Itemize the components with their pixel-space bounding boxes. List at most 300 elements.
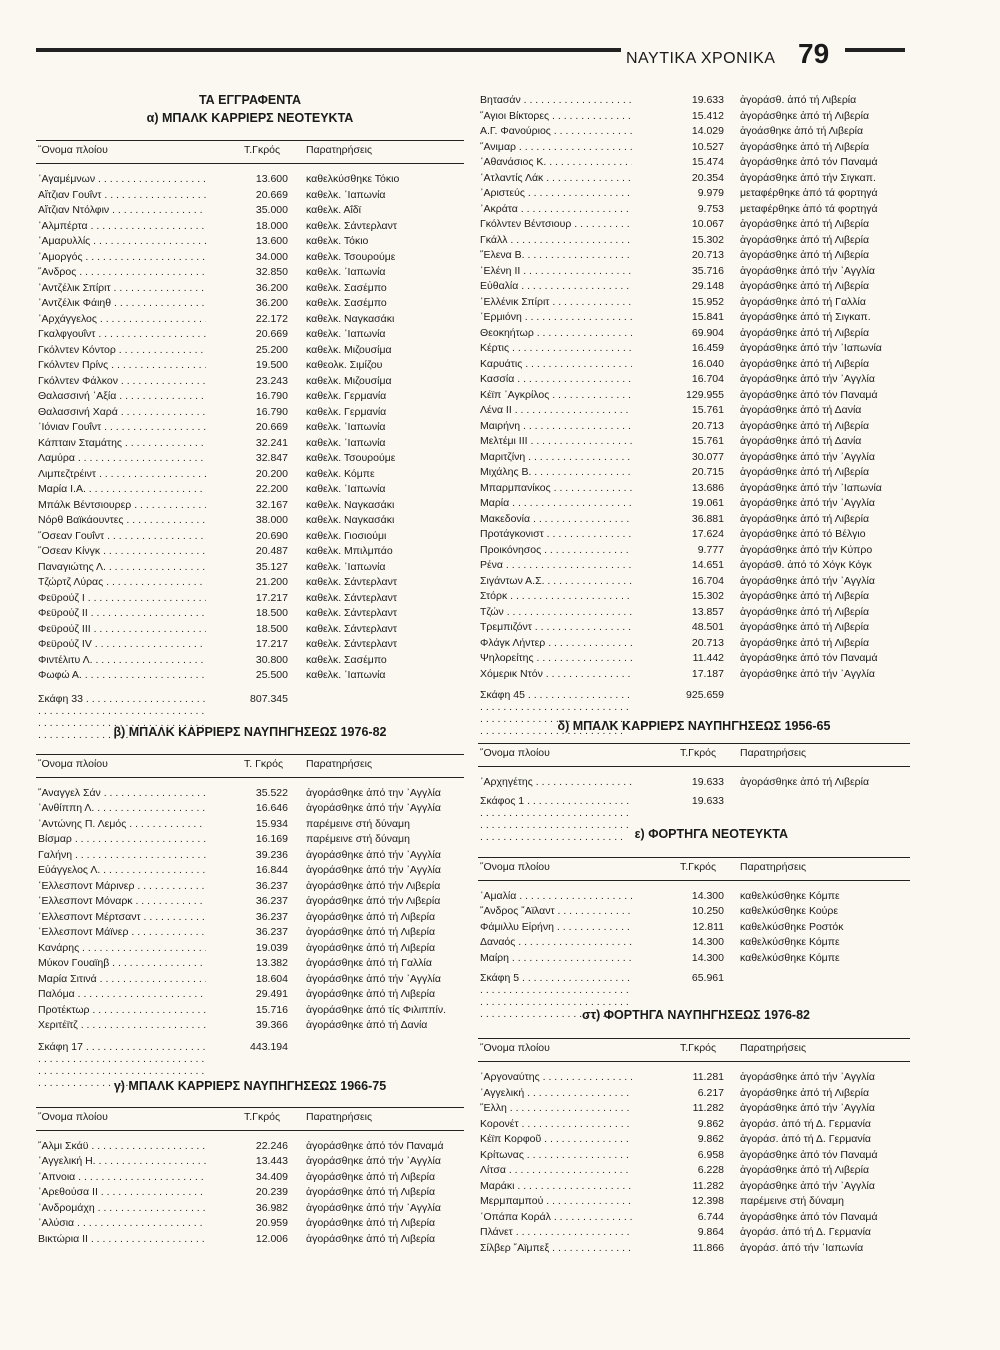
table-row (36, 499, 464, 515)
total-row (36, 1041, 464, 1057)
gross-tonnage: 16.790 (255, 405, 288, 418)
ship-name: Κέρτις . . . (480, 342, 632, 354)
gross-tonnage: 30.077 (691, 450, 724, 463)
table-row (478, 482, 910, 498)
ship-name: Κασσία . . . (480, 373, 632, 385)
header-ship-name: ῞Ονομα πλοίου (480, 1042, 550, 1054)
table-body (478, 94, 910, 683)
gross-tonnage: 13.382 (255, 957, 288, 969)
gross-tonnage: 15.952 (691, 295, 724, 308)
ship-name: ᾿Απνοια . . . (38, 1171, 206, 1183)
ship-name: Τζώρτζ Λύρας . . . (38, 576, 206, 588)
remarks: ἀγοράσθηκε ἀπό τή Λιβερία (740, 636, 870, 649)
table-row (478, 203, 910, 219)
table-row (478, 389, 910, 405)
gross-tonnage: 35.127 (255, 560, 288, 573)
remarks: ἀγοράσθηκε ἀπό τή Λιβερία (740, 419, 870, 432)
remarks: καθελκ. Κόμπε (306, 467, 375, 480)
remarks: καθελκ. Σασέμπο (306, 297, 387, 309)
remarks: ἀγοράσθηκε ἀπό τίς Φιλιππίν. (306, 1003, 447, 1016)
table-row (36, 282, 464, 298)
table-row (36, 328, 464, 344)
table-row (36, 623, 464, 639)
ship-name: Φιντέλιτυ Λ. . . . (38, 654, 206, 666)
table-row (478, 1226, 910, 1242)
gross-tonnage: 39.236 (255, 848, 288, 861)
gross-tonnage: 11.282 (692, 1179, 724, 1192)
remarks: ἀγοράσθηκε ἀπό τή Λιβερία (740, 233, 870, 246)
table-row (478, 420, 910, 436)
table-body (36, 787, 464, 1035)
ship-name: Βητασάν . . . (480, 94, 632, 106)
ship-name: Θαλασσινή ᾿Αξία . . . (38, 390, 206, 402)
remarks: ἀγοράσθηκε ἀπό τήν ᾿Αγγλία (306, 972, 441, 985)
table-row (36, 561, 464, 577)
total-row (478, 689, 910, 705)
ship-name: Γκάλλ . . . (480, 234, 632, 246)
table-row (36, 421, 464, 437)
remarks: καθελκ. Ναγκασάκι (306, 514, 395, 526)
remarks: ἀγοράσθηκε ἀπό τήν ᾿Αγγλία (740, 373, 875, 385)
remarks: καθελκ. Σάντερλαντ (306, 622, 398, 635)
ship-name: ῾Ελλεσποντ Μέρτσαντ . . . (38, 911, 206, 923)
table-row (478, 435, 910, 451)
gross-tonnage: 69.904 (691, 326, 724, 339)
remarks: ἀγοράσθηκε ἀπό τή Λιβερία (740, 590, 870, 602)
header-remarks: Παρατηρήσεις (306, 757, 373, 770)
ship-name: ῞Ελλη . . . (480, 1102, 632, 1114)
remarks: ἀγοράσθηκε ἀπό τή Λιβερία (740, 776, 870, 788)
ship-name: ᾿Αμαρυλλίς . . . (38, 235, 206, 247)
remarks: ἀγοράσθηκε ἀπό τήν ᾿Ιαπωνία (740, 481, 882, 494)
ship-name: ᾿Αργοναύτης . . . (480, 1071, 632, 1083)
remarks: καθελκ. ᾿Ιαπωνία (306, 266, 386, 278)
table-row (36, 576, 464, 592)
remarks: ἀγοράσ. ἀπό τήν ᾿Ιαπωνία (740, 1241, 864, 1254)
table-top-rule (478, 1038, 910, 1039)
header-bottom-rule (36, 163, 464, 164)
table-row (478, 1102, 910, 1118)
table-row (36, 297, 464, 313)
left-column (36, 70, 464, 1248)
ship-name: Μύκον Γουαϊηβ . . . (38, 957, 206, 969)
ship-name: ῎Ανδρος ῎Αϊλαντ . . . (480, 905, 632, 917)
gross-tonnage: 18.604 (255, 972, 288, 985)
remarks: ἀγοράσθηκε ἀπό τήν ᾿Αγγλία (306, 1201, 441, 1214)
gross-tonnage: 16.704 (691, 373, 724, 385)
remarks: ἀγοράσθηκε ἀπό τή Λιβερία (306, 926, 436, 938)
remarks: ἀγοράσθηκε ἀπό τή Λιβερία (306, 1232, 436, 1245)
ship-name: Μαίρη . . . (480, 952, 632, 964)
gross-tonnage: 32.847 (255, 452, 288, 464)
gross-tonnage: 25.200 (255, 343, 288, 356)
remarks: καθελκύσθηκε Τόκιο (306, 173, 400, 185)
gross-tonnage: 35.000 (255, 204, 288, 216)
gross-tonnage: 36.200 (255, 281, 288, 294)
table-row (478, 466, 910, 482)
table-body (478, 1071, 910, 1257)
remarks: μεταφέρθηκε ἀπό τά φορτηγά (740, 202, 878, 215)
ship-name: Βικτώρια ΙΙ . . . (38, 1233, 206, 1245)
table-row (478, 296, 910, 312)
header-tonnage: Τ. Γκρός (244, 757, 284, 770)
table-row (36, 1186, 464, 1202)
gross-tonnage: 18.500 (255, 622, 288, 635)
gross-tonnage: 20.713 (691, 636, 724, 649)
ship-name: Γκόλντεν Πρίνς . . . (38, 359, 206, 371)
ship-name: Α.Γ. Φανούριος . . . (480, 125, 632, 137)
gross-tonnage: 32.241 (255, 436, 288, 449)
remarks: μεταφέρθηκε ἀπό τά φορτηγά (740, 187, 878, 199)
header-ship-name: ῞Ονομα πλοίου (480, 860, 550, 873)
table-row (478, 358, 910, 374)
gross-tonnage: 13.443 (255, 1155, 288, 1167)
section-d-table (478, 743, 910, 811)
section-a-table (36, 140, 464, 709)
gross-tonnage: 35.522 (255, 786, 288, 799)
remarks: καθελκ. ᾿Ιαπωνία (306, 328, 386, 340)
remarks: καθελκ. ᾿Ιαπωνία (306, 188, 386, 201)
ship-name: Προτέκτωρ . . . (38, 1004, 206, 1016)
remarks: καθελκ. Ναγκασάκι (306, 498, 395, 511)
remarks: ἀγοράσθηκε ἀπό τή Λιβερία (306, 910, 436, 923)
total-value: 807.345 (250, 692, 288, 705)
remarks: ἀγοράσθηκε ἀπό τήν ᾿Αγγλία (740, 450, 875, 463)
remarks: καθελκ. Τόκιο (306, 235, 369, 247)
ship-name: ᾿Οπάπα Κοράλ . . . (480, 1211, 632, 1223)
table-row (478, 451, 910, 467)
remarks: καθελκύσθηκε Κόμπε (740, 889, 840, 902)
gross-tonnage: 14.651 (691, 559, 724, 571)
gross-tonnage: 9.864 (697, 1226, 724, 1238)
ship-name: Δαναός . . . (480, 936, 632, 948)
remarks: καθελκ. Τσουρούμε (306, 250, 396, 263)
ship-name: Τζών . . . (480, 606, 632, 618)
table-row (478, 513, 910, 529)
remarks: ἀγοράσθηκε ἀπό τόν Παναμά (740, 388, 878, 401)
table-row (478, 373, 910, 389)
ship-name: ᾿Αρεθούσα ΙΙ . . . (38, 1186, 206, 1198)
remarks: ἀγοράσθηκε ἀπό τή Λιβερία (740, 512, 870, 525)
gross-tonnage: 16.169 (255, 833, 288, 845)
table-row (478, 575, 910, 591)
header-tonnage: Τ.Γκρός (680, 747, 717, 759)
table-row (36, 926, 464, 942)
remarks: καθελκ. Μιζουσίμα (306, 374, 392, 387)
gross-tonnage: 36.237 (255, 926, 288, 938)
gross-tonnage: 32.850 (255, 266, 288, 278)
gross-tonnage: 19.500 (255, 359, 288, 371)
ship-name: Μαράκι . . . (480, 1180, 632, 1192)
gross-tonnage: 9.862 (697, 1133, 724, 1145)
table-row (478, 497, 910, 513)
remarks: καθελκ. Μπιλμπάο (306, 545, 393, 557)
ship-name: Φωφώ Α. . . . (38, 669, 206, 681)
ship-name: Γκόλντεν Κόντορ . . . (38, 344, 206, 356)
remarks: καθελκύσθηκε Ροστόκ (740, 920, 844, 933)
table-row (478, 1180, 910, 1196)
header-ship-name: ῞Ονομα πλοίου (480, 747, 550, 759)
gross-tonnage: 11.281 (692, 1071, 724, 1083)
ship-name: Λαμύρα . . . (38, 452, 206, 464)
remarks: καθελκύσθηκε Κούρε (740, 905, 839, 917)
ship-name: ᾿Αντζέλικ Σπίριτ . . . (38, 282, 206, 294)
gross-tonnage: 16.459 (691, 342, 724, 354)
table-row (36, 235, 464, 251)
table-row (36, 390, 464, 406)
table-row (478, 905, 910, 921)
gross-tonnage: 11.282 (692, 1102, 724, 1114)
gross-tonnage: 15.761 (691, 435, 724, 447)
gross-tonnage: 17.217 (255, 638, 288, 650)
table-top-rule (36, 140, 464, 141)
remarks: ἀγοράσθηκε ἀπό τήν ᾿Αγγλία (740, 264, 875, 277)
gross-tonnage: 15.716 (255, 1003, 288, 1016)
section-f-title: στ) ΦΟΡΤΗΓΑ ΝΑΥΠΗΓΗΣΕΩΣ 1976-82 (582, 1008, 810, 1022)
ship-name: Προικόνησος . . . (480, 544, 632, 556)
gross-tonnage: 15.412 (691, 109, 724, 122)
remarks: ἀγοράσθηκε ἀπό τή Λιβερία (306, 988, 436, 1000)
ship-name: Εὐάγγελος Λ. . . . (38, 864, 206, 876)
remarks: ἀγοράσθηκε ἀπό τή Λιβερία (740, 1086, 870, 1099)
table-top-rule (478, 743, 910, 744)
ship-name: ᾿Αμοργός . . . (38, 251, 206, 263)
remarks: ἀγοράσθηκε ἀπό τήν ᾿Αγγλία (740, 667, 875, 680)
remarks: ἀγοράσθηκε ἀπό τή Γαλλία (306, 957, 432, 969)
section-c-table (36, 1107, 464, 1249)
total-row (478, 972, 910, 988)
ship-name: Γαλήνη . . . (38, 849, 206, 861)
remarks: ἀγοράσ. ἀπό τή Δ. Γερμανία (740, 1226, 871, 1238)
ship-name: Μαιρήνη . . . (480, 420, 632, 432)
gross-tonnage: 20.487 (255, 545, 288, 557)
remarks: ἀγοράσθηκε ἀπό τή Λιβερία (740, 280, 870, 292)
table-row (36, 437, 464, 453)
magazine-title: ΝΑΥΤΙΚΑ ΧΡΟΝΙΚΑ (626, 50, 776, 67)
table-row (36, 638, 464, 654)
remarks: ἀγοράσθ. ἀπό τό Χόγκ Κόγκ (740, 559, 872, 571)
table-row (36, 344, 464, 360)
ship-name: Μπάλκ Βέντσιουρερ . . . (38, 499, 206, 511)
remarks: καθελκύσθηκε Κόμπε (740, 951, 840, 964)
gross-tonnage: 14.300 (691, 951, 724, 964)
table-row (478, 952, 910, 968)
remarks: ἀγοράσθηκε ἀπό τόν Παναμά (740, 1210, 878, 1223)
remarks: ἀγοράσθηκε ἀπό τήν Λιβερία (306, 879, 441, 892)
total-row (478, 795, 910, 811)
table-body (36, 1140, 464, 1249)
table-row (478, 110, 910, 126)
gross-tonnage: 19.061 (691, 497, 724, 509)
ship-name: Μερμπαμπού . . . (480, 1195, 632, 1207)
gross-tonnage: 11.866 (692, 1241, 724, 1254)
header-tonnage: Τ.Γκρός (244, 144, 281, 156)
section-c-title: γ) ΜΠΑΛΚ ΚΑΡΡΙΕΡΣ ΝΑΥΠΗΓΗΣΕΩΣ 1966-75 (113, 1078, 387, 1093)
ship-name: Μπαρμπανίκος . . . (480, 482, 632, 494)
remarks: ἀγοράσθηκε ἀπό τό Βέλγιο (740, 528, 866, 540)
gross-tonnage: 36.237 (255, 895, 288, 907)
gross-tonnage: 20.239 (255, 1186, 288, 1198)
ship-name: ῾Ελλεσποντ Μάϊνερ . . . (38, 926, 206, 938)
table-row (36, 818, 464, 834)
remarks: ἀγοράσθηκε ἀπό τή Σιγκαπ. (740, 311, 871, 323)
remarks: ἀγοράσθηκε ἀπό τή Λιβερία (740, 326, 870, 339)
table-row (36, 545, 464, 561)
gross-tonnage: 20.354 (691, 171, 724, 184)
remarks: καθελκ. ᾿Ιαπωνία (306, 669, 386, 681)
table-row (478, 1133, 910, 1149)
remarks: ἀγοράσθηκε ἀπό τή Λιβερία (740, 466, 870, 478)
ship-name: ᾿Ακράτα . . . (480, 203, 632, 215)
column-header-row (36, 144, 464, 159)
table-body (478, 776, 910, 792)
table-row (36, 957, 464, 973)
remarks: ἀγοράσθηκε ἀπό τήν Λιβερία (306, 895, 441, 907)
ship-name: Ρένα . . . (480, 559, 632, 571)
table-row (36, 895, 464, 911)
header-rule-right (845, 48, 905, 52)
remarks: ἀγοράσθηκε ἀπό τή Λιβερία (740, 249, 870, 261)
ship-name: Νόρθ Βαϊκάουντες . . . (38, 514, 206, 526)
total-row (36, 693, 464, 709)
header-remarks: Παρατηρήσεις (306, 1110, 373, 1123)
gross-tonnage: 20.669 (255, 328, 288, 340)
gross-tonnage: 34.000 (255, 250, 288, 263)
ship-name: Κέϊπ ᾿Αγκρίλος . . . (480, 389, 632, 401)
table-row (478, 1149, 910, 1165)
header-tonnage: Τ.Γκρός (680, 860, 717, 873)
header-ship-name: ῞Ονομα πλοίου (38, 144, 108, 156)
section-b-table (36, 754, 464, 1057)
gross-tonnage: 34.409 (255, 1170, 288, 1183)
gross-tonnage: 20.713 (691, 249, 724, 261)
ship-name: ῞Αγιοι Βίκτορες . . . (480, 110, 632, 122)
ship-name: Κανάρης . . . (38, 942, 206, 954)
table-row (478, 621, 910, 637)
ship-name: ᾿Αγγελική . . . (480, 1087, 632, 1099)
ship-name: Χεριτέϊτζ . . . (38, 1019, 206, 1031)
header-bottom-rule (478, 1061, 910, 1062)
table-row (36, 189, 464, 205)
table-row (36, 375, 464, 391)
remarks: παρέμεινε στή δύναμη (306, 833, 410, 845)
right-column (478, 94, 910, 1257)
remarks: ἀγοράσθηκε ἀπό τήν ᾿Ιαπωνία (740, 342, 882, 354)
table-row (478, 637, 910, 653)
table-row (36, 514, 464, 530)
remarks: ἀγοράσθηκε ἀπό τήν Κύπρο (740, 543, 873, 556)
remarks: καθελκ. Σάντερλαντ (306, 591, 398, 604)
ship-name: ᾿Αγαμέμνων . . . (38, 173, 206, 185)
ship-name: ῞Ελενα Β. . . . (480, 249, 632, 261)
remarks: ἀγοράσθηκε ἀπό τή Δανία (740, 404, 862, 416)
ship-name: ᾿Αριστεύς . . . (480, 187, 632, 199)
table-body (36, 173, 464, 685)
gross-tonnage: 19.633 (691, 776, 724, 788)
table-row (478, 590, 910, 606)
remarks: ἀγοράσθηκε ἀπό τήν ᾿Αγγλία (740, 1071, 875, 1083)
remarks: καθελκύσθηκε Κόμπε (740, 936, 840, 948)
remarks: καθελκ. Μιζουσίμα (306, 343, 392, 356)
gross-tonnage: 36.982 (255, 1201, 288, 1214)
table-row (36, 787, 464, 803)
ship-name: Φεϋρούζ Ι . . . (38, 592, 206, 604)
gross-tonnage: 13.857 (691, 605, 724, 618)
remarks: ἀγοράσθηκε ἀπό τή Λιβερία (740, 357, 870, 370)
remarks: καθελκ. Γερμανία (306, 390, 387, 402)
remarks: ἀγοράσθηκε ἀπό τή Λιβερία (740, 605, 870, 618)
ship-name: ῾Ελλεσποντ Μόναρκ . . . (38, 895, 206, 907)
total-label: Σκάφη 45 . . . (480, 689, 632, 737)
gross-tonnage: 10.250 (691, 905, 724, 917)
remarks: ἀγοράσθηκε ἀπό τήν ᾿Αγγλία (740, 1102, 875, 1114)
table-row (36, 654, 464, 670)
ship-name: ᾿Αγγελική Η. . . . (38, 1155, 206, 1167)
gross-tonnage: 9.862 (697, 1117, 724, 1130)
remarks: ἀγοράσθηκε ἀπό τόν Παναμά (306, 1139, 444, 1152)
ship-name: ᾿Ατλαντίς Λάκ . . . (480, 172, 632, 184)
remarks: καθελκ. Αΐδϊ (306, 204, 361, 216)
ship-name: ᾿Αμαλία . . . (480, 890, 632, 902)
remarks: καθελκ. Σάντερλαντ (306, 638, 398, 650)
remarks: παρέμεινε στή δύναμη (740, 1195, 844, 1207)
gross-tonnage: 17.187 (691, 667, 724, 680)
gross-tonnage: 18.500 (255, 607, 288, 619)
table-row (36, 1140, 464, 1156)
remarks: ἀγοράσθ. ἀπό τή Λιβερία (740, 94, 857, 106)
table-row (36, 251, 464, 267)
table-row (478, 1087, 910, 1103)
ship-name: Αἴτζιαν Γουΐντ . . . (38, 189, 206, 201)
ship-name: Μακεδονία . . . (480, 513, 632, 525)
table-row (478, 1164, 910, 1180)
column-header-row (36, 758, 464, 773)
header-tonnage: Τ.Γκρός (680, 1042, 717, 1054)
section-f-table (478, 1038, 910, 1257)
remarks: ἀγοράσθηκε ἀπό τόν Παναμά (740, 652, 878, 664)
remarks: ἀγοράσθηκε ἀπό τήν ᾿Αγγλία (740, 1179, 875, 1192)
remarks: καθελκ. Σάντερλαντ (306, 219, 398, 232)
table-row (478, 172, 910, 188)
remarks: καθελκ. Ναγκασάκι (306, 312, 395, 325)
table-row (36, 1217, 464, 1233)
gross-tonnage: 22.172 (255, 312, 288, 325)
page-number: 79 (798, 38, 830, 69)
table-row (36, 1233, 464, 1249)
remarks: καθελκ. Γιοσιούμι (306, 529, 387, 542)
header-remarks: Παρατηρήσεις (740, 1042, 807, 1054)
gross-tonnage: 9.777 (697, 543, 724, 556)
remarks: ἀγοράσθηκε ἀπό τήν ᾿Αγγλία (740, 497, 875, 509)
gross-tonnage: 16.040 (691, 357, 724, 370)
remarks: καθελκ. Σασέμπο (306, 653, 387, 666)
table-row (36, 802, 464, 818)
table-row (36, 880, 464, 896)
gross-tonnage: 11.442 (692, 652, 724, 664)
total-label: Σκάφος 1 . . . (480, 795, 632, 843)
total-label: Σκάφη 5 . . . (480, 972, 632, 1020)
ship-name: Λένα ΙΙ . . . (480, 404, 632, 416)
gross-tonnage: 22.246 (255, 1139, 288, 1152)
gross-tonnage: 36.237 (255, 879, 288, 892)
ship-name: Φλάγκ Λήντερ . . . (480, 637, 632, 649)
table-row (478, 921, 910, 937)
ship-name: Παναγιώτης Λ. . . . (38, 561, 206, 573)
section-a-title: α) ΜΠΑΛΚ ΚΑΡΡΙΕΡΣ ΝΕΟΤΕΥΚΤΑ (146, 111, 354, 125)
ship-name: Τρεμπιζόντ . . . (480, 621, 632, 633)
ship-name: Κρίτωνας . . . (480, 1149, 632, 1161)
ship-name: Παλόμα . . . (38, 988, 206, 1000)
